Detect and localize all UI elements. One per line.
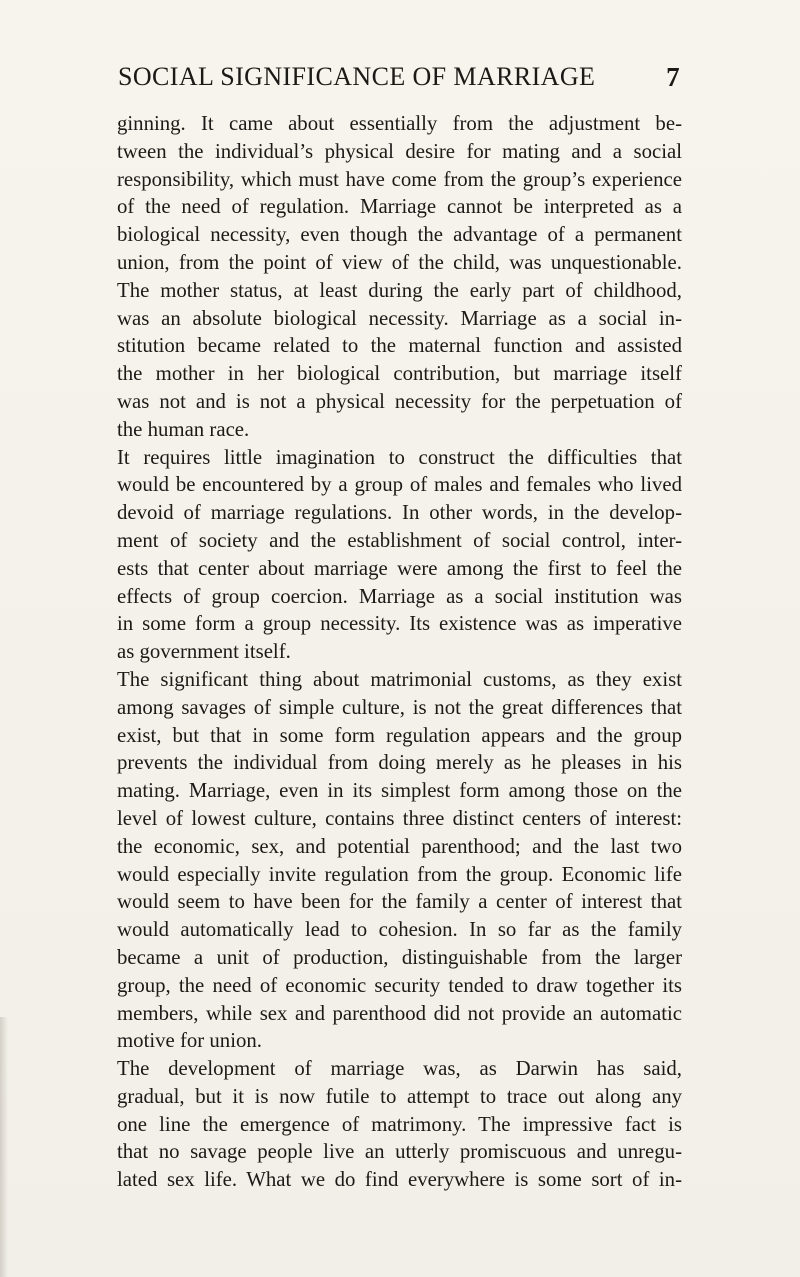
text-line: was an absolute biological necessity. Marriage as a social in- (117, 306, 682, 330)
text-line: The significant thing about matrimonial customs, as they exist (117, 667, 682, 691)
text-line: mating. Marriage, even in its simplest form among those on the (117, 779, 682, 803)
text-line: tween the individual’s physical desire for mating and a social (117, 139, 682, 163)
text-line: biological necessity, even though the advantage of a permanent (117, 223, 682, 247)
text-line: would especially invite regulation from the group. Economic life (117, 862, 682, 886)
paragraph (117, 444, 682, 666)
text-line: that no savage people live an utterly promiscuous and unregu- (117, 1140, 682, 1164)
text-line: in some form a group necessity. Its existence was as imperative (117, 612, 682, 636)
text-line: ment of society and the establishment of social control, inter- (117, 528, 682, 552)
text-line: effects of group coercion. Marriage as a social institution was (117, 584, 682, 608)
text-line: would be encountered by a group of males and females who lived (117, 473, 682, 497)
text-line: would seem to have been for the family a center of interest that (117, 890, 682, 914)
paragraph (117, 666, 682, 1055)
text-line: one line the emergence of matrimony. The impressive fact is (117, 1112, 682, 1136)
page-number: 7 (666, 61, 680, 92)
text-line: responsibility, which must have come from the group’s experience (117, 167, 682, 191)
text-line: ginning. It came about essentially from the adjustment be- (117, 112, 682, 135)
text-line: became a unit of production, distinguishable from the larger (117, 945, 682, 969)
text-line: stitution became related to the maternal function and assisted (117, 334, 682, 358)
text-line: the economic, sex, and potential parenthood; and the last two (117, 834, 682, 858)
text-line: as government itself. (117, 640, 291, 664)
text-line: level of lowest culture, contains three distinct centers of interest: (117, 806, 682, 830)
text-line: among savages of simple culture, is not the great differences that (117, 695, 682, 719)
page-edge-shadow (0, 1017, 8, 1277)
text-line: members, while sex and parenthood did not provide an automatic (117, 1001, 682, 1025)
text-line: of the need of regulation. Marriage cannot be interpreted as a (117, 195, 682, 219)
text-line: the mother in her biological contribution, but marriage itself (117, 362, 682, 386)
text-line: It requires little imagination to construct the difficulties that (117, 445, 682, 469)
paragraph (117, 110, 682, 444)
text-line: prevents the individual from doing merely as he pleases in his (117, 751, 682, 775)
text-line: gradual, but it is now futile to attempt to trace out along any (117, 1084, 682, 1108)
body-text (117, 110, 682, 1194)
text-line: devoid of marriage regulations. In other words, in the develop- (117, 501, 682, 525)
text-line: The development of marriage was, as Darwin has said, (117, 1057, 682, 1081)
text-line: group, the need of economic security tended to draw together its (117, 973, 682, 997)
text-line: exist, but that in some form regulation appears and the group (117, 723, 682, 747)
page-title: SOCIAL SIGNIFICANCE OF MARRIAGE (118, 62, 596, 91)
running-head (118, 60, 680, 94)
text-line: lated sex life. What we do find everywhere is some sort of in- (117, 1168, 682, 1192)
text-line: The mother status, at least during the early part of childhood, (117, 278, 682, 302)
text-line: would automatically lead to cohesion. In so far as the family (117, 918, 682, 942)
text-line: motive for union. (117, 1029, 262, 1053)
text-line: was not and is not a physical necessity for the perpetuation of (117, 389, 682, 413)
text-line: ests that center about marriage were among the first to feel the (117, 556, 682, 580)
text-line: union, from the point of view of the child, was unquestionable. (117, 250, 682, 274)
paragraph (117, 1055, 682, 1194)
text-line: the human race. (117, 417, 250, 441)
